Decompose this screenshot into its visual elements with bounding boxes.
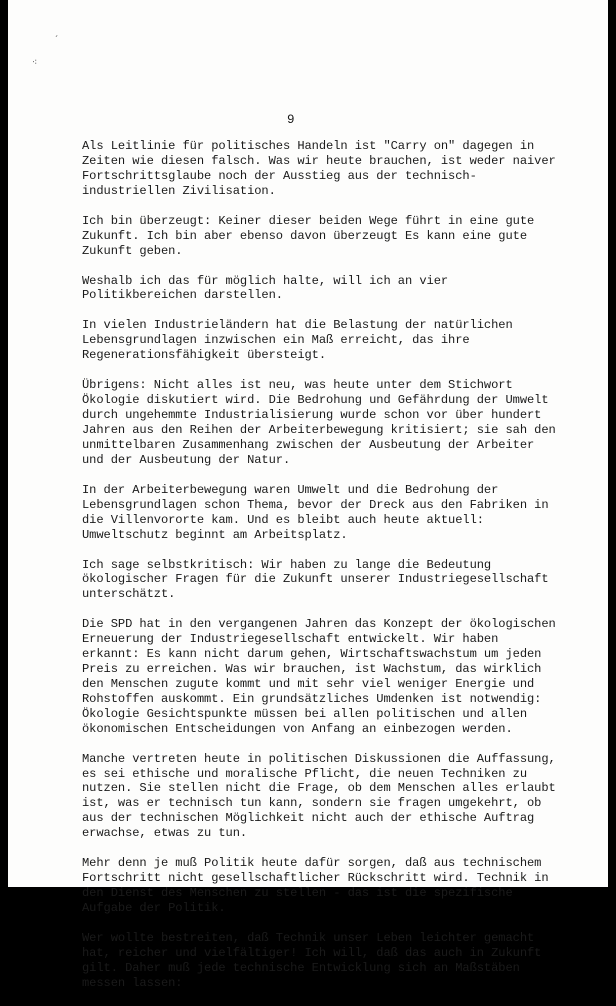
paragraph: Als Leitlinie für politisches Handeln ist "Carry on" dagegen in Zeiten wie diesen falsch. Was wir heute brauchen, ist weder naiver Fortschrittsglaube noch der Ausstieg aus der technisch- industriellen Zivilisation. <box>82 139 556 198</box>
document-page <box>8 0 608 990</box>
paragraph: Weshalb ich das für möglich halte, will ich an vier Politikbereichen darstellen. <box>82 273 449 303</box>
paragraph: Übrigens: Nicht alles ist neu, was heute unter dem Stichwort Ökologie diskutiert wird. Die Bedrohung und Gefährdung der Umwelt durch ungehemmte Industrialisierung wurde schon vor über hundert Jahren aus den Reihen der Arbeiterbewegung kritisiert; sie sah den unmittelbaren Zusammenhang zwischen der Ausbeutung der Arbeiter und der Ausbeutung der Natur. <box>82 378 556 467</box>
paragraph: Wer wollte bestreiten, daß Technik unser Leben leichter gemacht hat, reicher und vielfältiger! Ich will, daß das auch in Zukunft gilt. Daher muß jede technische Entwicklung sich an Maßstäben messen lassen: <box>82 930 542 990</box>
scan-speck: ⁖ <box>32 58 38 68</box>
scan-speck: ˊ <box>55 35 58 45</box>
paragraph: Ich bin überzeugt: Keiner dieser beiden Wege führt in eine gute Zukunft. Ich bin aber ebenso davon überzeugt Es kann eine gute Zukunft geben. <box>82 213 535 258</box>
document-body <box>82 139 592 1006</box>
paragraph: In der Arbeiterbewegung waren Umwelt und die Bedrohung der Lebensgrundlagen schon Thema, bevor der Dreck aus den Fabriken in die Villenvororte kam. Und es bleibt auch heute aktuell: Umweltschutz beginnt am Arbeitsplatz. <box>82 482 549 542</box>
page-number: 9 <box>287 113 295 127</box>
paragraph: Die SPD hat in den vergangenen Jahren das Konzept der ökologischen Erneuerung der Industriegesellschaft entwickelt. Wir haben erkannt: Es kann nicht darum gehen, Wirtschaftswachstum um jeden Preis zu erreichen. Was wir brauchen, ist Wachstum, das wirklich den Menschen zugute kommt und mit sehr viel weniger Energie und Rohstoffen auskommt. Ein grundsätzliches Umdenken ist notwendig: Ökologie Gesichtspunkte müssen bei allen politischen und allen ökonomischen Entscheidungen von Anfang an einbezogen werden. <box>82 617 556 736</box>
paragraph: Ich sage selbstkritisch: Wir haben zu lange die Bedeutung ökologischer Fragen für die Zukunft unserer Industriegesellschaft unterschätzt. <box>82 557 549 602</box>
paragraph: In vielen Industrieländern hat die Belastung der natürlichen Lebensgrundlagen inzwischen ein Maß erreicht, das ihre Regenerationsfähigkeit übersteigt. <box>82 318 513 363</box>
paragraph: Manche vertreten heute in politischen Diskussionen die Auffassung, es sei ethische und moralische Pflicht, die neuen Techniken zu nutzen. Sie stellen nicht die Frage, ob dem Menschen alles erlaubt ist, was er technisch tun kann, sondern sie fragen umgekehrt, ob aus der technischen Möglichkeit nicht auch der ethische Auftrag erwachse, etwas zu tun. <box>82 751 556 841</box>
paragraph: Mehr denn je muß Politik heute dafür sorgen, daß aus technischem Fortschritt nicht gesellschaftlicher Rückschritt wird. Technik in den Dienst des Menschen zu stellen - das ist die spezifische Aufgabe der Politik. <box>82 856 549 915</box>
